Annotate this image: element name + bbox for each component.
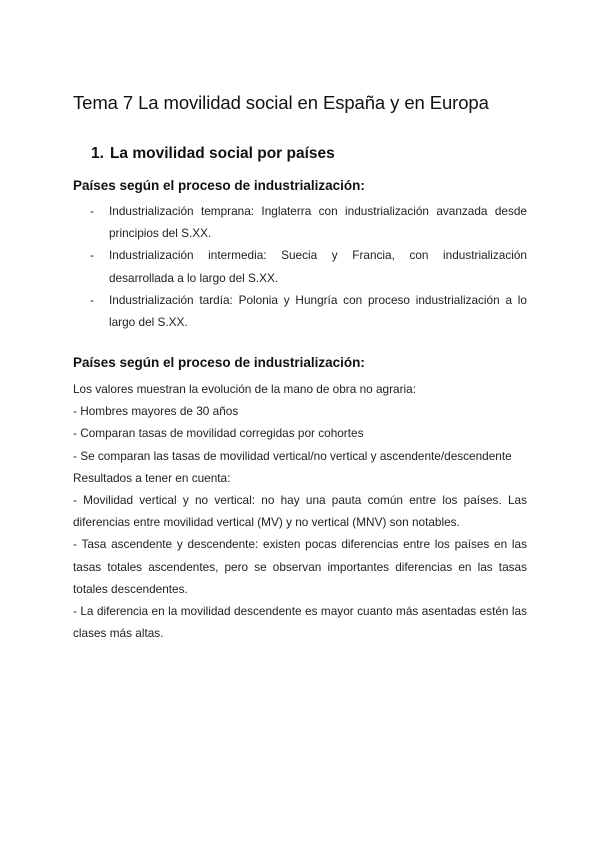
list-item-text: Industrialización tardía: Polonia y Hungría con proceso industrialización a lo largo del S.XX. — [109, 292, 527, 330]
industrialization-list — [90, 200, 527, 333]
list-item: - Industrialización tardía: Polonia y Hungría con proceso industrialización a lo largo del S.XX. — [90, 292, 527, 330]
list-item-text: Industrialización temprana: Inglaterra con industrialización avanzada desde principios del S.XX. — [109, 204, 527, 241]
list-item: - Industrialización temprana: Inglaterra con industrialización avanzada desde principios del S.XX. — [90, 204, 527, 241]
paragraph: - La diferencia en la movilidad descendente es mayor cuanto más asentadas estén las clases más altas. — [73, 604, 527, 641]
list-item-text: Industrialización intermedia: Suecia y Francia, con industrialización desarrollada a lo largo del S.XX. — [109, 248, 527, 285]
section-heading — [91, 145, 335, 163]
paragraph: - Comparan tasas de movilidad corregidas por cohortes — [73, 426, 364, 441]
paragraph: - Hombres mayores de 30 años — [73, 404, 239, 419]
list-item: - Industrialización intermedia: Suecia y Francia, con industrialización desarrollada a lo largo del S.XX. — [90, 248, 527, 285]
block1-heading: Países según el proceso de industrialización: — [73, 178, 365, 193]
paragraph: - Tasa ascendente y descendente: existen pocas diferencias entre los países en las tasas totales ascendentes, pero se observan importantes diferencias en las tasas totales descendentes. — [73, 537, 527, 596]
results-text — [73, 378, 527, 644]
block2-heading: Países según el proceso de industrialización: — [73, 355, 365, 370]
section-heading-text: La movilidad social por países — [109, 145, 335, 162]
paragraph: - Se comparan las tasas de movilidad vertical/no vertical y ascendente/descendente — [73, 448, 512, 463]
page-title: Tema 7 La movilidad social en España y en Europa — [73, 92, 489, 113]
paragraph: Resultados a tener en cuenta: — [73, 470, 231, 485]
paragraph: Los valores muestran la evolución de la mano de obra no agraria: — [73, 382, 416, 396]
paragraph: - Movilidad vertical y no vertical: no hay una pauta común entre los países. Las diferencias entre movilidad vertical (MV) y no vertical (MNV) son notables. — [73, 493, 527, 530]
section-number: 1. — [91, 145, 104, 162]
